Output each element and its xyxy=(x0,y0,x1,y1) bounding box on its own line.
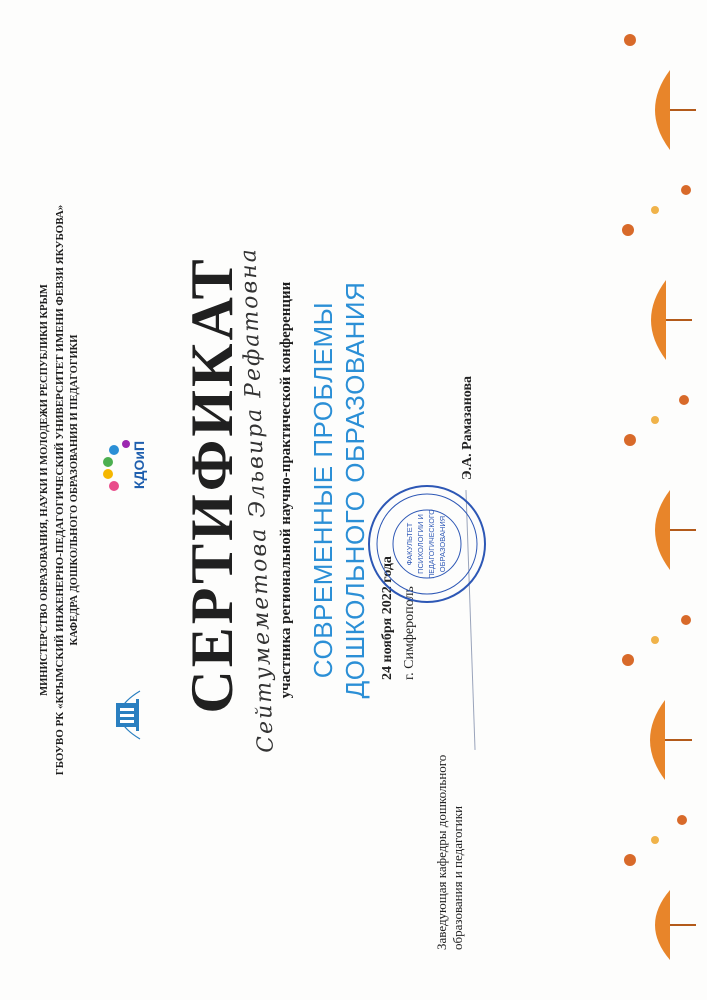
official-stamp xyxy=(366,483,488,605)
kdoip-logo xyxy=(100,430,160,500)
kdoip-logo-text: КДОиП xyxy=(131,440,147,490)
autumn-decoration xyxy=(600,0,707,1000)
signatory-name: Э.А. Рамазанова xyxy=(460,375,475,480)
certificate-title: СЕРТИФИКАТ xyxy=(179,256,245,714)
stamp-line-3: ПЕДАГОГИЧЕСКОГО xyxy=(429,509,436,579)
participant-text: участника региональной научно-практической конференции xyxy=(278,281,294,699)
stamp-line-2: ПСИХОЛОГИИ И xyxy=(416,514,425,574)
event-date: 24 ноября 2022 года xyxy=(380,556,395,680)
university-header: ГБОУВО РК «КРЫМСКИЙ ИНЖЕНЕРНО-ПЕДАГОГИЧЕСКИЙ УНИВЕРСИТЕТ ИМЕНИ ФЕВЗИ ЯКУБОВА» xyxy=(54,204,66,776)
stamp-line-1: ФАКУЛЬТЕТ xyxy=(405,522,414,566)
signatory-title-line-2: образования и педагогики xyxy=(450,805,465,950)
event-city: г. Симферополь xyxy=(402,586,417,680)
signatory-title xyxy=(434,755,466,950)
conference-title-line-2: ДОШКОЛЬНОГО ОБРАЗОВАНИЯ xyxy=(340,281,370,699)
ministry-header: МИНИСТЕРСТВО ОБРАЗОВАНИЯ, НАУКИ И МОЛОДЕЖИ РЕСПУБЛИКИ КРЫМ xyxy=(39,284,50,696)
department-header: КАФЕДРА ДОШКОЛЬНОГО ОБРАЗОВАНИЯ И ПЕДАГОГИКИ xyxy=(69,334,80,646)
university-logo xyxy=(98,685,148,745)
stamp-line-4: ОБРАЗОВАНИЯ xyxy=(438,515,447,573)
recipient-name: Сейтумеметова Эльвира Рефатовна xyxy=(236,246,279,754)
conference-title-line-1: СОВРЕМЕННЫЕ ПРОБЛЕМЫ xyxy=(308,301,338,679)
signatory-title-line-1: Заведующая кафедры дошкольного xyxy=(434,754,449,950)
